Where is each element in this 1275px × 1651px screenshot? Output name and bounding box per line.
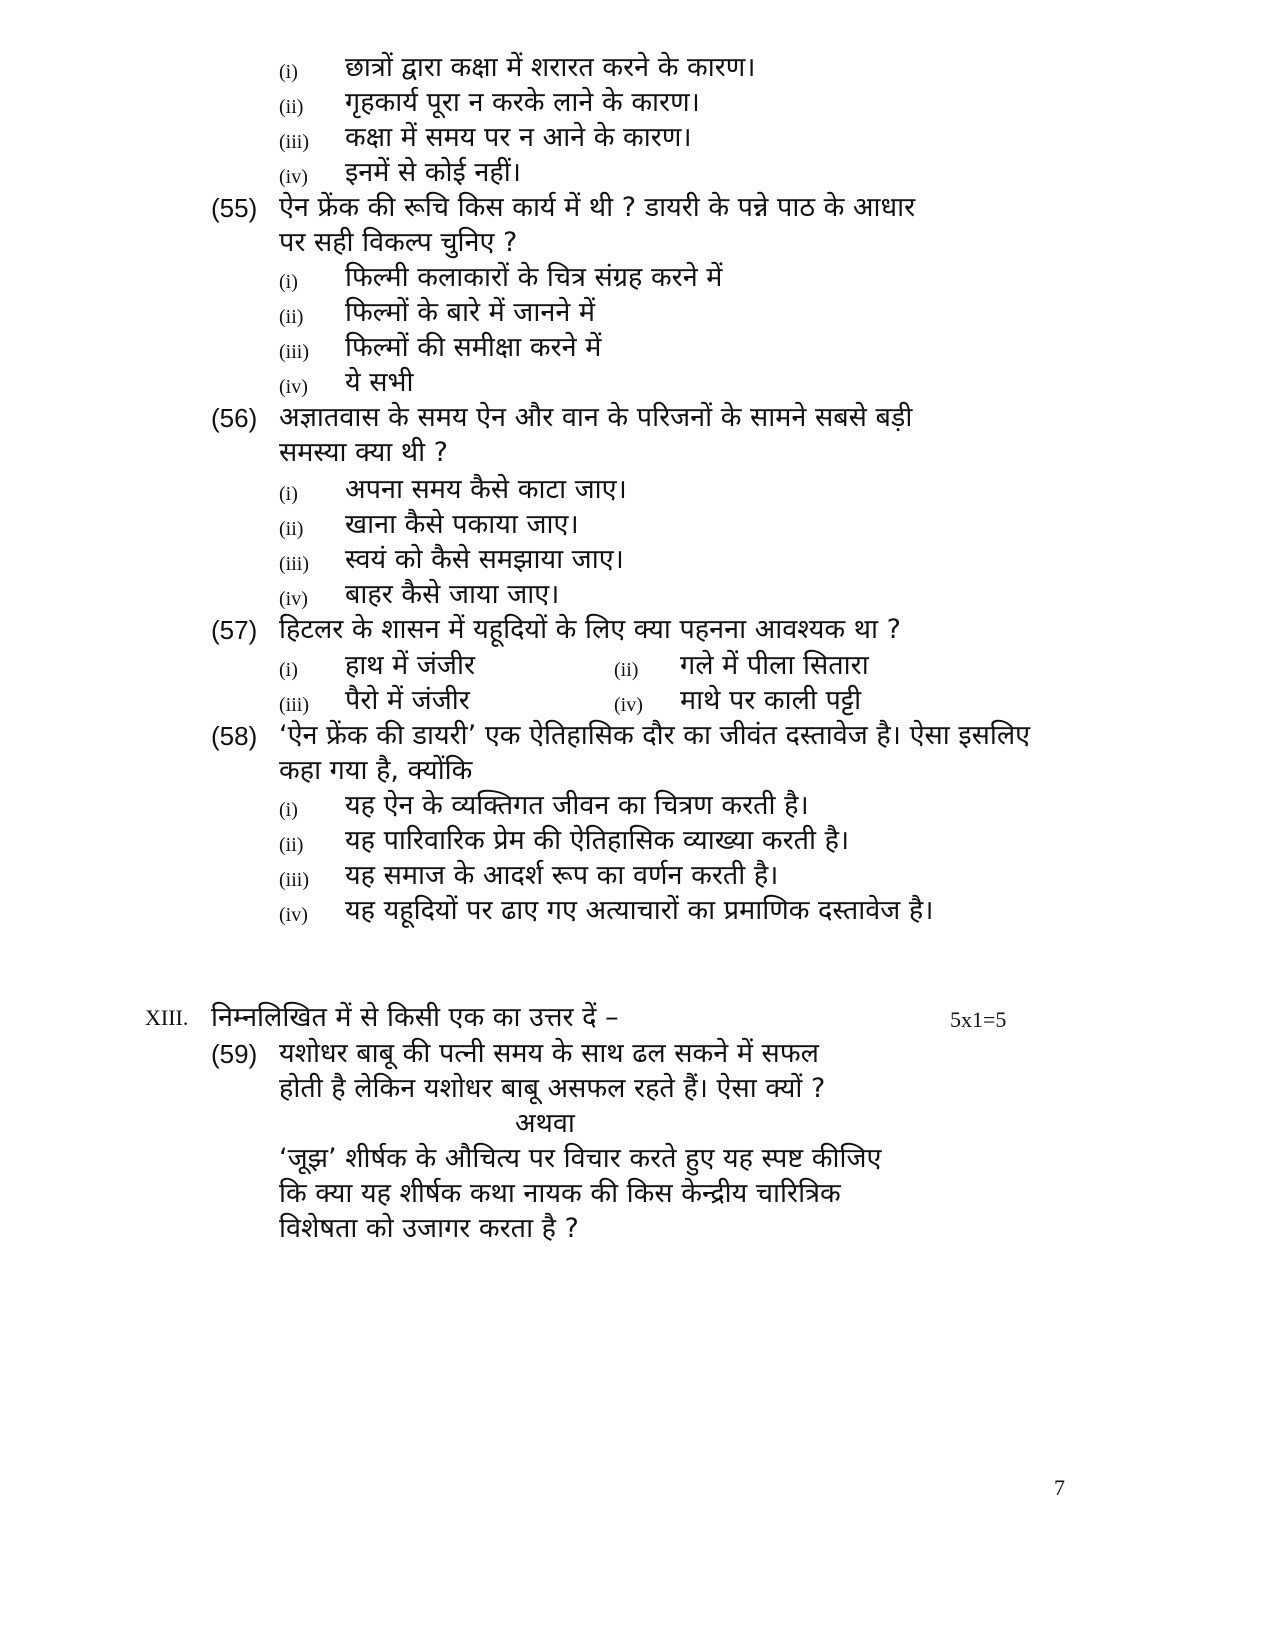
option-text: ये सभी xyxy=(345,367,414,398)
option-text: माथे पर काली पट्टी xyxy=(680,685,862,716)
option-num: (i) xyxy=(279,659,298,681)
question-text: पर सही विकल्प चुनिए ? xyxy=(279,227,518,258)
option-text: फिल्मी कलाकारों के चित्र संग्रह करने में xyxy=(345,262,723,293)
option-num: (i) xyxy=(279,61,298,83)
question-text: कहा गया है, क्योंकि xyxy=(279,755,473,786)
section-number: XIII. xyxy=(145,1005,189,1030)
page-number: 7 xyxy=(1054,1475,1065,1500)
option-num: (iii) xyxy=(279,131,309,153)
option-text: पैरो में जंजीर xyxy=(345,685,470,716)
option-text: यह पारिवारिक प्रेम की ऐतिहासिक व्याख्या करती है। xyxy=(345,825,850,856)
option-text: कक्षा में समय पर न आने के कारण। xyxy=(345,122,692,153)
option-text: यह ऐन के व्यक्तिगत जीवन का चित्रण करती है। xyxy=(345,790,809,821)
option-num: (iv) xyxy=(614,694,643,716)
alternate-question-text: विशेषता को उजागर करता है ? xyxy=(279,1213,579,1244)
option-text: छात्रों द्वारा कक्षा में शरारत करने के कारण। xyxy=(345,52,756,83)
option-text: यह समाज के आदर्श रूप का वर्णन करती है। xyxy=(345,860,779,891)
question-text: अज्ञातवास के समय ऐन और वान के परिजनों के सामने सबसे बड़ी xyxy=(279,402,913,433)
alternate-question-text: ‘जूझ’ शीर्षक के औचित्य पर विचार करते हुए यह स्पष्ट कीजिए xyxy=(279,1143,882,1174)
section-marks: 5x1=5 xyxy=(950,1007,1007,1032)
option-num: (ii) xyxy=(614,659,639,681)
question-number: (59) xyxy=(211,1039,258,1069)
option-text: स्वयं को कैसे समझाया जाए। xyxy=(345,544,624,575)
option-num: (iii) xyxy=(279,341,309,363)
option-num: (ii) xyxy=(279,834,304,856)
question-text: यशोधर बाबू की पत्नी समय के साथ ढल सकने में सफल xyxy=(279,1038,819,1069)
option-text: फिल्मों की समीक्षा करने में xyxy=(345,332,602,363)
question-text: समस्या क्या थी ? xyxy=(279,437,448,468)
option-num: (ii) xyxy=(279,306,304,328)
option-num: (iii) xyxy=(279,553,309,575)
option-text: इनमें से कोई नहीं। xyxy=(345,157,521,188)
option-text: फिल्मों के बारे में जानने में xyxy=(345,297,596,328)
alternate-question-text: कि क्या यह शीर्षक कथा नायक की किस केन्द्रीय चारित्रिक xyxy=(279,1178,841,1209)
option-text: बाहर कैसे जाया जाए। xyxy=(345,579,560,610)
option-num: (iv) xyxy=(279,588,308,610)
option-num: (i) xyxy=(279,271,298,293)
option-num: (ii) xyxy=(279,96,304,118)
question-number: (58) xyxy=(211,721,258,751)
question-text: हिटलर के शासन में यहूदियों के लिए क्या पहनना आवश्यक था ? xyxy=(279,614,901,645)
question-text: ऐन फ्रेंक की रूचि किस कार्य में थी ? डायरी के पन्ने पाठ के आधार xyxy=(279,192,916,223)
option-text: यह यहूदियों पर ढाए गए अत्याचारों का प्रमाणिक दस्तावेज है। xyxy=(345,895,934,926)
option-num: (iii) xyxy=(279,694,309,716)
question-text: होती है लेकिन यशोधर बाबू असफल रहते हैं। ऐसा क्यों ? xyxy=(279,1073,826,1104)
section-heading: निम्नलिखित में से किसी एक का उत्तर दें – xyxy=(211,1002,619,1033)
option-num: (iv) xyxy=(279,166,308,188)
question-text: ‘ऐन फ्रेंक की डायरी’ एक ऐतिहासिक दौर का जीवंत दस्तावेज है। ऐसा इसलिए xyxy=(279,720,1031,751)
question-number: (56) xyxy=(211,403,258,433)
or-label: अथवा xyxy=(515,1108,575,1139)
option-num: (iv) xyxy=(279,376,308,398)
question-number: (57) xyxy=(211,615,258,645)
option-num: (i) xyxy=(279,799,298,821)
option-text: खाना कैसे पकाया जाए। xyxy=(345,509,579,540)
option-num: (i) xyxy=(279,483,298,505)
option-num: (iv) xyxy=(279,904,308,926)
question-number: (55) xyxy=(211,193,258,223)
option-text: हाथ में जंजीर xyxy=(345,650,475,681)
option-text: गृहकार्य पूरा न करके लाने के कारण। xyxy=(345,87,700,118)
option-text: अपना समय कैसे काटा जाए। xyxy=(345,474,627,505)
option-num: (iii) xyxy=(279,869,309,891)
option-num: (ii) xyxy=(279,518,304,540)
option-text: गले में पीला सितारा xyxy=(680,650,869,681)
